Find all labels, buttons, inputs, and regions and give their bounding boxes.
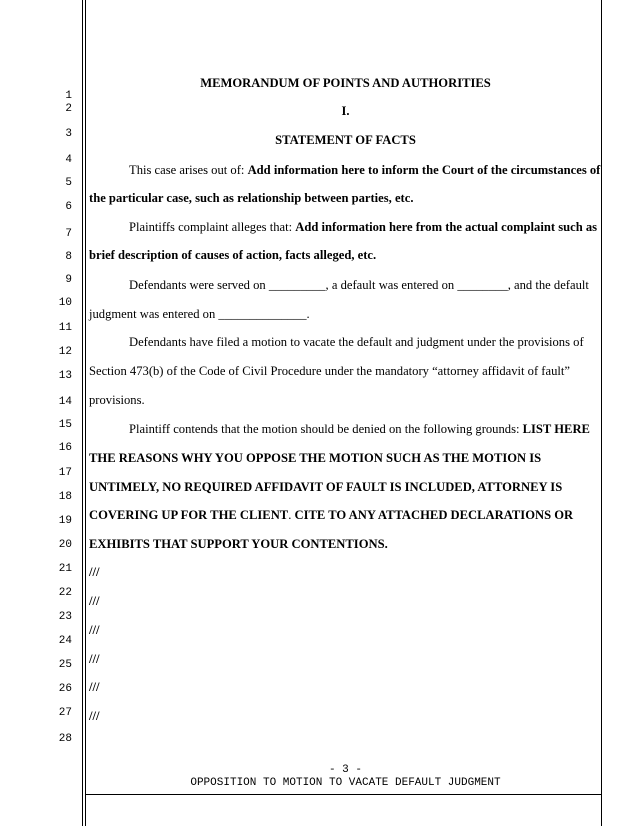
line-number: 18 (58, 491, 72, 503)
line-number: 12 (58, 346, 72, 358)
page-number: - 3 - (328, 764, 362, 776)
paragraph-line (89, 191, 602, 206)
text: . (288, 508, 295, 522)
paragraph-line (89, 422, 602, 437)
line-number: 1 (65, 90, 72, 102)
line-number: 28 (58, 733, 72, 745)
continuation-slashes: /// (89, 623, 100, 637)
paragraph-line (89, 480, 602, 495)
text: Plaintiff contends that the motion should be denied on the following grounds: (129, 422, 523, 436)
line-number: 8 (65, 251, 72, 263)
paragraph-line (89, 163, 602, 178)
placeholder-text: LIST HERE (522, 422, 590, 436)
paragraph-line (89, 248, 602, 263)
paragraph-line: Defendants have filed a motion to vacate the default and judgment under the provisions of (129, 335, 584, 349)
paragraph-line: Defendants were served on _________, a default was entered on ________, and the default (129, 278, 589, 292)
line-number: 22 (58, 587, 72, 599)
left-margin-rule-inner (85, 0, 86, 826)
text: This case arises out of: (129, 163, 248, 177)
memorandum-title: MEMORANDUM OF POINTS AND AUTHORITIES (200, 76, 491, 90)
placeholder-text: CITE TO ANY ATTACHED DECLARATIONS OR (294, 508, 574, 522)
paragraph-line (89, 220, 602, 235)
line-number: 17 (58, 467, 72, 479)
paragraph-line: judgment was entered on ______________. (89, 307, 310, 321)
paragraph-line: provisions. (89, 393, 145, 407)
line-number: 15 (58, 419, 72, 431)
line-number: 20 (58, 539, 72, 551)
continuation-slashes: /// (89, 594, 100, 608)
line-number: 10 (58, 297, 72, 309)
section-title: STATEMENT OF FACTS (275, 133, 416, 147)
left-margin-rule (82, 0, 83, 826)
continuation-slashes: /// (89, 709, 100, 723)
line-number: 25 (58, 659, 72, 671)
paragraph-line (89, 508, 602, 523)
line-number: 19 (58, 515, 72, 527)
placeholder-text: EXHIBITS THAT SUPPORT YOUR CONTENTIONS. (89, 537, 388, 551)
line-number: 27 (58, 707, 72, 719)
line-number: 7 (65, 228, 72, 240)
placeholder-text: brief description of causes of action, facts alleged, etc. (89, 248, 377, 262)
line-number: 2 (65, 103, 72, 115)
line-number: 21 (58, 563, 72, 575)
placeholder-text: Add information here to inform the Court of the circumstances of (247, 163, 601, 177)
line-number: 24 (58, 635, 72, 647)
line-number: 6 (65, 201, 72, 213)
line-number: 9 (65, 274, 72, 286)
line-number: 26 (58, 683, 72, 695)
line-number: 16 (58, 442, 72, 454)
placeholder-text: THE REASONS WHY YOU OPPOSE THE MOTION SUCH AS THE MOTION IS (89, 451, 542, 465)
placeholder-text: the particular case, such as relationship between parties, etc. (89, 191, 414, 205)
paragraph-line (89, 537, 602, 552)
placeholder-text: Add information here from the actual complaint such as (295, 220, 598, 234)
section-number: I. (341, 104, 350, 118)
line-number: 23 (58, 611, 72, 623)
line-number: 5 (65, 177, 72, 189)
right-margin-rule (601, 0, 602, 826)
line-number: 11 (58, 322, 72, 334)
footer-rule (86, 794, 601, 795)
continuation-slashes: /// (89, 652, 100, 666)
line-number: 13 (58, 370, 72, 382)
paragraph-line: Section 473(b) of the Code of Civil Procedure under the mandatory “attorney affidavit of fault” (89, 364, 570, 378)
paragraph-line (89, 451, 602, 466)
line-number: 14 (58, 396, 72, 408)
footer-title: OPPOSITION TO MOTION TO VACATE DEFAULT JUDGMENT (190, 777, 501, 789)
continuation-slashes: /// (89, 565, 100, 579)
line-number: 3 (65, 128, 72, 140)
text: Plaintiffs complaint alleges that: (129, 220, 296, 234)
continuation-slashes: /// (89, 680, 100, 694)
placeholder-text: COVERING UP FOR THE CLIENT (89, 508, 289, 522)
line-number: 4 (65, 154, 72, 166)
placeholder-text: UNTIMELY, NO REQUIRED AFFIDAVIT OF FAULT IS INCLUDED, ATTORNEY IS (89, 480, 563, 494)
